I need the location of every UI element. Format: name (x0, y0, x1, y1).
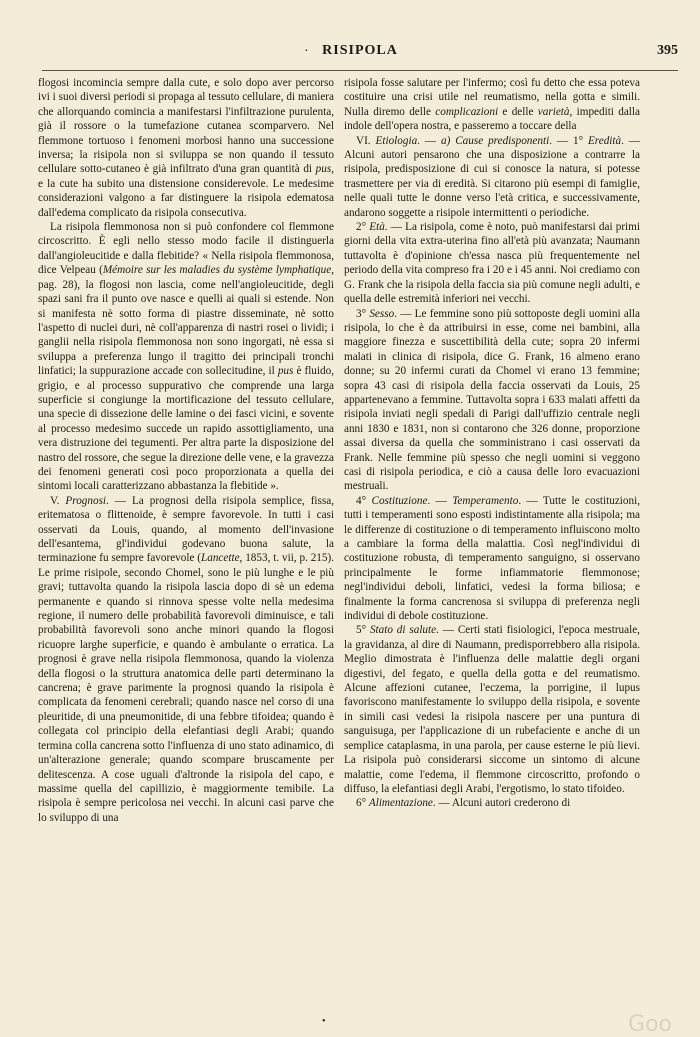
text-segment: , 1853, t. vii, p. 215). Le prime risipole, secondo Chomel, sono le più lunghe e le più gravi; tuttavolta quando la risipola lascia dopo di sè un edema permanente e quando si rinnova spesse volte nella medesima regione, il numero delle probabilità favorevoli diminuisce, e tali probabilità favorevoli sono anche minori quando la flogosi ricuopre larghe superficie, e quando è ambulante o erratica. La prognosi è grave nella risipola flemmonosa, quando la violenza della flogosi o la struttura anatomica delle parti determinano la cancrena; è grave parimente la prognosi quando la risipola è complicata da fenomeni cerebrali; quando nasce nel corso di una pleuritide, di una pneumonitide, di una febbre tifoidea; quando è collegata col principio della elefantiasi degli Arabi; quando termina colla cancrena sotto l'influenza di uno stato adinamico, di un'alterazione generale; quando scompare bruscamente per delitescenza. A cose uguali d'altronde la risipola del capo, e massime quella del capillizio, è maggiormente temibile. La risipola è sempre pericolosa nei vecchi. In alcuni casi parve che lo sviluppo di una (38, 552, 335, 824)
italic-text: a) Cause predisponenti (440, 134, 550, 147)
paragraph (38, 76, 334, 220)
left-column (38, 76, 334, 825)
italic-text: Stato di salute (369, 624, 437, 637)
text-segment: VI. (356, 134, 376, 147)
text-segment: è fluido, grigio, e al processo suppurativo che comprende una larga superficie si congiunge la mortificazione del tessuto cellulare, una specie di dissezione delle lamine o dei fasci vicini, e sovente al processo medesimo succede un rapido assottigliamento, una vera distruzione dei tegumenti. Per altra parte la disposizione del nastro del rossore, che segue la direzione delle vene, e la gravezza dei fenomeni generati così poco proporzionata a quella dei sintomi locali caratterizzano abbastanza la flebitide ». (38, 365, 335, 493)
text-segment: e delle (498, 105, 538, 118)
text-segment: , e la cute ha subito una distensione considerevole. Le medesime considerazioni valgono a far distinguere la risipola edematosa dall'edema complicato da risipola consecutiva. (38, 163, 334, 219)
paragraph (344, 76, 640, 134)
text-segment: risipola fosse salutare per l'infermo; così fu detto che essa poteva costituire una crisi utile nel reumatismo, nella gotta e simili. Nulla diremo delle (344, 77, 640, 118)
text-segment: . — Alcuni autori pensarono che una disposizione a contrarre la risipola, predisposizione di cui si conosce la natura, si potesse trasmettere per via di eredità. Si citarono più esempi di famiglie, nelle quali tutte le donne verso l'età critica, e successivamente, andarono soggette a risipole intermittenti o periodiche. (344, 134, 640, 219)
italic-text: Temperamento (452, 494, 519, 507)
text-segment: . — La risipola, come è noto, può manifestarsi dai primi giorni della vita extra-uterina fino all'età più avanzata; Naumann tuttavolta è d'opinione ch'essa nasca più frequentemente nel periodo della vita compreso fra i 20 e i 45 anni. Noi crediamo con G. Frank che la risipola della faccia sia più comune negli adulti, e quella delle estremità inferiori nei vecchi. (344, 221, 640, 306)
italic-text: Sesso (369, 307, 395, 320)
paragraph (344, 623, 640, 796)
italic-text: Eredità (587, 134, 622, 147)
italic-text: Costituzione (371, 494, 428, 507)
italic-text: Lancette (201, 552, 240, 565)
italic-text: complicazioni (435, 105, 499, 118)
paragraph (38, 220, 334, 494)
text-segment: 3° (356, 307, 370, 320)
italic-text: Alimentazione (368, 797, 433, 810)
text-segment: . — Le femmine sono più sottoposte degli uomini alla risipola, lo che è da attribuirsi in esse, come nei bambini, alla maggiore finezza e suscettibilità della cute; sopra 20 infermi malati in clinica di risipola, dice G. Frank, 16 almeno erano donne; su 20 infermi curati da Chomel vi erano 13 femmine; sopra 43 casi di risipola della faccia osservati da Louis, 25 appartenevano a femmine. Tuttavolta sopra i 633 malati affetti da risipola inviati negli spedali di Parigi dall'uffizio centrale negli anni 1830 e 1831, non si contarono che 326 donne, proporzione assai diversa da quella che somministrano i casi osservati da Frank. Nelle femmine più spesso che negli uomini si veggono casi di risipola periodica, e ciò a causa delle loro evacuazioni mestruali. (344, 307, 640, 493)
text-segment: . — (427, 494, 453, 507)
text-segment: . — 1° (549, 134, 588, 147)
text-segment: , pag. 28), la flogosi non lascia, come nell'angioleucitide, degli spazi sani fra il punto ove nasce e quelli ai quali si estende. Non si manifesta nè sotto forma di piastre disseminate, nè sotto l'aspetto di nuclei duri, nè coll'apparenza di nastri rosei o lividi; i ganglii nella risipola flemmonosa non sono ingorgati, nè essa si sviluppa a preferenza lungo il tragitto dei principali tronchi linfatici; la suppurazione accade con sollecitudine, il (38, 264, 334, 378)
text-segment: . — Alcuni autori crederono di (432, 797, 571, 810)
watermark: Goo (628, 1012, 672, 1037)
paragraph (344, 307, 640, 494)
italic-text: Mémoire sur les maladies du système lymphatique (102, 264, 332, 277)
italic-text: Età (369, 221, 385, 234)
text-segment: . — (417, 134, 441, 147)
paragraph (344, 220, 640, 306)
italic-text: pus (277, 365, 294, 378)
text-segment: . — Tutte le costituzioni, tutti i temperamenti sono esposti indistintamente alla risipola; ma le differenze di costituzione o di temperamento influiscono molto a cambiare la forma della malattia. Così negl'individui di costituzione robusta, di temperamento sanguigno, si osservano principalmente le forme infiammatorie flemmonose; negl'individui deboli, linfatici, vedesi la forma biliosa; e finalmente la forma cancrenosa si sviluppa di preferenza negli individui di debole costituzione. (344, 494, 641, 623)
page-number: 395 (657, 43, 678, 58)
text-segment: . — La prognosi della risipola semplice, fissa, eritematosa o flittenoide, è sempre favorevole. In tutti i casi osservati da Louis, quando, al momento dell'invasione dell'esantema, gl'individui godevano buona salute, la terminazione fu sempre favorevole ( (38, 494, 334, 565)
italic-text: Prognosi (65, 494, 107, 507)
running-title: RISIPOLA (322, 43, 398, 58)
paragraph (344, 134, 640, 220)
text-segment: 6° (356, 797, 369, 810)
text-segment: V. (50, 494, 66, 507)
paragraph (38, 494, 334, 825)
text-segment: , impediti dalla indole dell'opera nostra, e passeremo a toccare della (344, 105, 640, 133)
footer-mark: • (322, 1016, 326, 1027)
text-segment: flogosi incomincia sempre dalla cute, e solo dopo aver percorso ivi i suoi diversi periodi si propaga al tessuto cellulare, di maniera che allorquando comincia a manifestarsi l'infiltrazione purulenta, già il rossore o la tumefazione cutanea scomparvero. Nel flemmone tortuoso i fenomeni morbosi hanno una successione inversa; la risipola non si sviluppa se non quando il tessuto cellulare sotto-cutaneo è già infiltrato d'una gran quantità di (38, 77, 334, 176)
paragraph (344, 494, 640, 624)
text-segment: La risipola flemmonosa non si può confondere col flemmone circoscritto. È egli nello stesso modo facile il distinguerla dall'angioleucitide e dalla flebitide? « Nella risipola flemmonosa, dice Velpeau ( (38, 221, 334, 277)
italic-text: pus (315, 163, 332, 176)
right-column (344, 76, 640, 811)
page-header (42, 40, 678, 71)
text-segment: 2° (356, 221, 370, 234)
italic-text: Etiologia (375, 134, 418, 147)
paragraph (344, 796, 640, 810)
text-segment: 4° (356, 494, 372, 507)
header-dot: · (304, 44, 309, 59)
text-segment: 5° (356, 624, 370, 637)
text-segment: . — Certi stati fisiologici, l'epoca mestruale, la gravidanza, al dire di Naumann, predisporrebbero alla risipola. Meglio dimostrata è l'influenza delle malattie degli organi digestivi, del fegato, e quella della gotta e del reumatismo. Alcune affezioni cutanee, l'eczema, la porrigine, il lupus favoriscono manifestamente lo sviluppo della risipola, e sovente in simili casi vedesi la risipola nascere per una puntura di sanguisuga, per l'applicazione di un rubefaciente e anche di un semplice cataplasma, in una parola, per cause esterne le più lievi. La risipola può considerarsi siccome un sintomo di alcune malattie, come l'edema, il flemmone circoscritto, profondo o diffuso, la elefantiasi degli Arabi, l'ergotismo, lo stato tifoideo. (344, 624, 640, 795)
italic-text: varietà (537, 105, 570, 118)
